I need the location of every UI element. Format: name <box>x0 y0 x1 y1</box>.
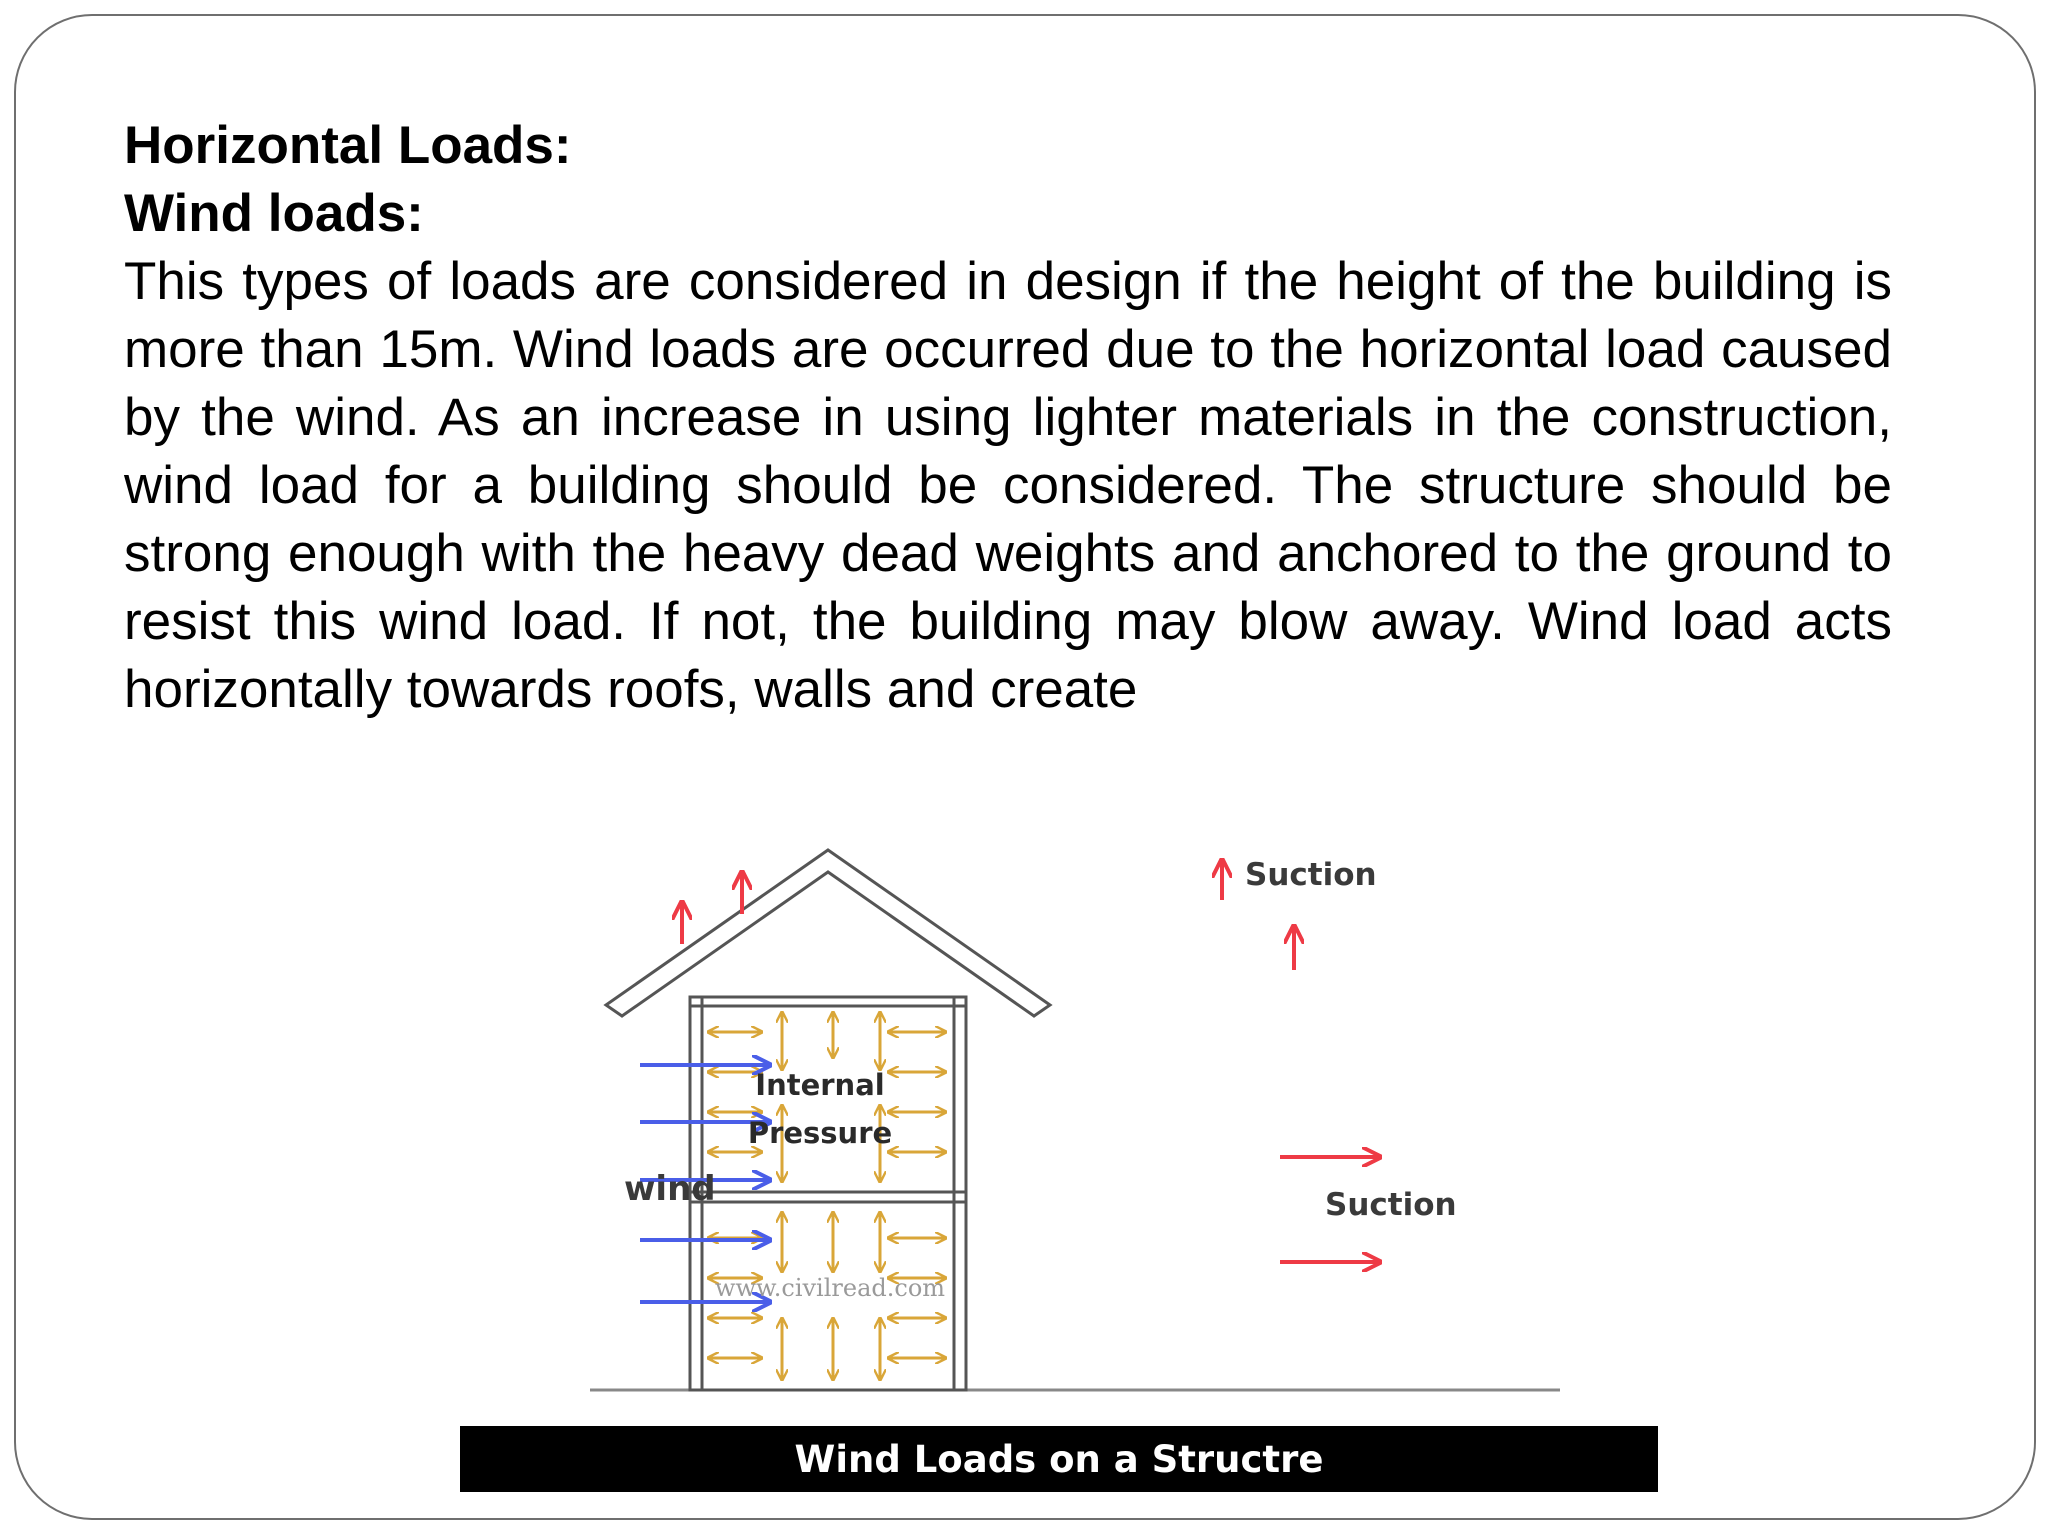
building-walls <box>690 997 966 1390</box>
suction-roof-label: Suction <box>1245 857 1377 893</box>
wind-label: wind <box>624 1169 716 1209</box>
diagram-caption-bar <box>460 1426 1658 1492</box>
diagram-caption: Wind Loads on a Structre <box>794 1437 1324 1481</box>
roof <box>606 850 1050 1016</box>
wind-loads-paragraph: This types of loads are considered in design if the height of the building is more than 15m. Wind loads are occurred due to the horizontal load caused by the wind. As an increase in using lighter materials in the construction, wind load for a building should be considered. The structure should be strong enough with the heavy dead weights and anchored to the ground to resist this wind load. If not, the building may blow away. Wind load acts horizontally towards roofs, walls and create <box>124 252 1892 719</box>
heading-horizontal-loads: Horizontal Loads: <box>124 116 572 175</box>
pressure-label: Pressure <box>747 1116 893 1150</box>
internal-label: Internal <box>755 1068 885 1102</box>
heading-wind-loads: Wind loads: <box>124 184 424 243</box>
watermark-text: www.civilread.com <box>714 1274 946 1302</box>
suction-wall-label: Suction <box>1325 1187 1457 1223</box>
wind-load-diagram <box>590 820 1610 1400</box>
slide-text-block <box>124 112 1892 724</box>
